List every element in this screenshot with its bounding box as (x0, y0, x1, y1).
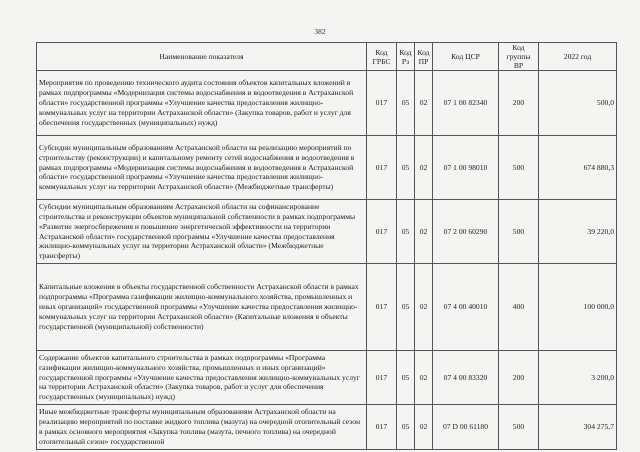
header-pr: Код ПР (415, 43, 433, 71)
row-name: Капитальные вложения в объекты государственной собственности Астраханской области в рамках подпрограммы «Программа газификации жилищно-коммунального хозяйства, промышленных и иных организаций» государственной программы «Улучшение качества предоставления жилищно-коммунальных услуг на территории Астраханской области» (Капитальные вложения в объекты государственной (муниципальной) собственности) (37, 264, 367, 351)
table-row (37, 200, 617, 264)
budget-table (36, 42, 617, 450)
row-amount: 304 275,7 (539, 405, 617, 450)
row-grbs: 017 (367, 264, 397, 351)
row-csr: 07 1 00 82340 (433, 71, 499, 136)
row-name: Содержание объектов капитального строительства в рамках подпрограммы «Программа газификации жилищно-коммунального хозяйства, промышленных и иных организаций» государственной программы «Улучшение качества предоставления жилищно-коммунальных услуг на территории Астраханской области» (Закупка товаров, работ и услуг для обеспечения государственных (муниципальных) нужд) (37, 351, 367, 405)
row-pr: 02 (415, 136, 433, 200)
header-name: Наименование показателя (37, 43, 367, 71)
row-name: Субсидии муниципальным образованиям Астраханской области на реализацию мероприятий по строительству (реконструкции) и капитальному ремонту сетей водоснабжения и водоотведения в рамках подпрограммы «Модернизация системы водоснабжения и водоотведения в Астраханской области» государственной программы «Улучшение качества предоставления жилищно-коммунальных услуг на территории Астраханской области» (Межбюджетные трансферты) (37, 136, 367, 200)
row-name: Субсидии муниципальным образованиям Астраханской области на софинансирование строительства и реконструкции объектов муниципальной собственности в рамках подпрограммы «Развитие энергосбережения и повышение энергетической эффективности на территории Астраханской области» государственной программы «Улучшение качества предоставления жилищно-коммунальных услуг на территории Астраханской области» (Межбюджетные трансферты) (37, 200, 367, 264)
row-vr: 500 (499, 200, 539, 264)
row-name: Иные межбюджетные трансферты муниципальным образованиям Астраханской области на реализацию мероприятий по поставке жидкого топлива (мазута) на очередной отопительный сезон в рамках основного мероприятия «Закупка топлива (мазута, печного топлива) на очередной отопительный сезон» государственной (37, 405, 367, 450)
row-pr: 02 (415, 71, 433, 136)
row-rz: 05 (397, 264, 415, 351)
row-csr: 07 1 00 98010 (433, 136, 499, 200)
row-amount: 3 200,0 (539, 351, 617, 405)
row-csr: 07 4 00 83320 (433, 351, 499, 405)
table-row (37, 136, 617, 200)
row-amount: 500,0 (539, 71, 617, 136)
row-csr: 07 2 00 60290 (433, 200, 499, 264)
header-rz: Код Рз (397, 43, 415, 71)
row-vr: 200 (499, 71, 539, 136)
row-pr: 02 (415, 405, 433, 450)
header-vr: Код группы ВР (499, 43, 539, 71)
row-pr: 02 (415, 264, 433, 351)
table-header-row (37, 43, 617, 71)
row-amount: 100 000,0 (539, 264, 617, 351)
row-rz: 05 (397, 136, 415, 200)
row-rz: 05 (397, 351, 415, 405)
row-pr: 02 (415, 351, 433, 405)
row-grbs: 017 (367, 405, 397, 450)
row-grbs: 017 (367, 351, 397, 405)
row-csr: 07 D 00 61180 (433, 405, 499, 450)
row-vr: 200 (499, 351, 539, 405)
table-row (37, 351, 617, 405)
row-name: Мероприятия по проведению технического аудита состояния объектов капитальных вложений в рамках подпрограммы «Модернизация системы водоснабжения и водоотведения в Астраханской области» государственной программы «Улучшение качества предоставления жилищно-коммунальных услуг на территории Астраханской области» (Закупка товаров, работ и услуг для обеспечения государственных (муниципальных) нужд) (37, 71, 367, 136)
table-row (37, 264, 617, 351)
row-rz: 05 (397, 405, 415, 450)
row-grbs: 017 (367, 71, 397, 136)
table-row (37, 71, 617, 136)
row-pr: 02 (415, 200, 433, 264)
row-csr: 07 4 00 40010 (433, 264, 499, 351)
row-vr: 500 (499, 405, 539, 450)
page-number: 382 (314, 27, 326, 36)
table-row (37, 405, 617, 450)
row-vr: 500 (499, 136, 539, 200)
header-grbs: Код ГРБС (367, 43, 397, 71)
header-year: 2022 год (539, 43, 617, 71)
row-amount: 39 220,0 (539, 200, 617, 264)
header-csr: Код ЦСР (433, 43, 499, 71)
row-grbs: 017 (367, 136, 397, 200)
row-amount: 674 880,3 (539, 136, 617, 200)
row-grbs: 017 (367, 200, 397, 264)
row-rz: 05 (397, 71, 415, 136)
row-rz: 05 (397, 200, 415, 264)
row-vr: 400 (499, 264, 539, 351)
